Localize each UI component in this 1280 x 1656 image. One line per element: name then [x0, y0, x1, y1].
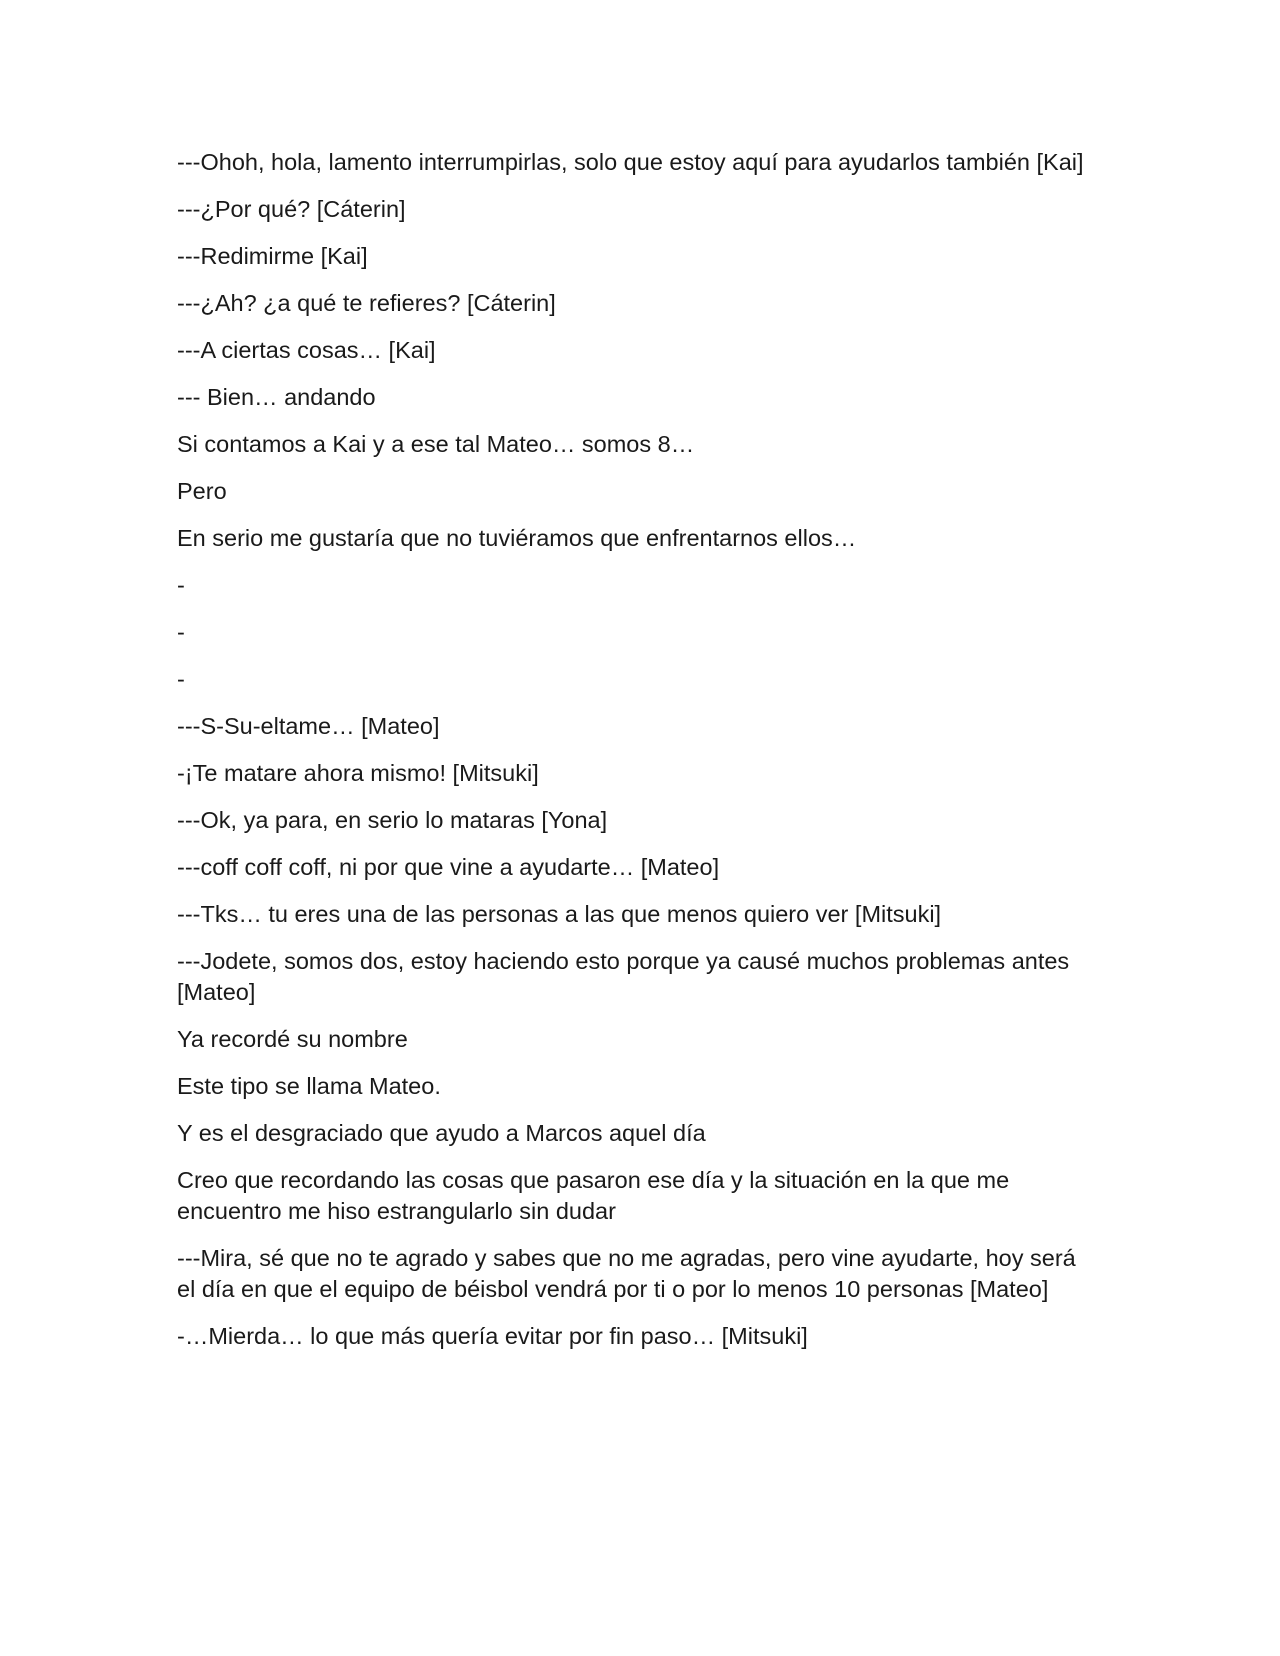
paragraph: Creo que recordando las cosas que pasaron ese día y la situación en la que me encuentro me hiso estrangularlo sin dudar [177, 1167, 1016, 1224]
paragraph: En serio me gustaría que no tuviéramos que enfrentarnos ellos… [177, 525, 857, 551]
paragraph: ---Redimirme [Kai] [177, 243, 368, 269]
separator-dash: - [177, 666, 185, 692]
paragraph: -¡Te matare ahora mismo! [Mitsuki] [177, 760, 539, 786]
paragraph: Este tipo se llama Mateo. [177, 1073, 441, 1099]
separator-dash: - [177, 619, 185, 645]
paragraph: Pero [177, 478, 227, 504]
paragraph: ---coff coff coff, ni por que vine a ayudarte… [Mateo] [177, 854, 720, 880]
paragraph: Y es el desgraciado que ayudo a Marcos aquel día [177, 1120, 706, 1146]
paragraph: ---S-Su-eltame… [Mateo] [177, 713, 440, 739]
paragraph: ---Tks… tu eres una de las personas a las que menos quiero ver [Mitsuki] [177, 901, 942, 927]
paragraph: -…Mierda… lo que más quería evitar por fin paso… [Mitsuki] [177, 1323, 808, 1349]
paragraph: ---Ok, ya para, en serio lo mataras [Yona] [177, 807, 608, 833]
paragraph: ---¿Ah? ¿a qué te refieres? [Cáterin] [177, 290, 556, 316]
separator-dash: - [177, 572, 185, 598]
document-body [177, 147, 1097, 1368]
paragraph: --- Bien… andando [177, 384, 376, 410]
paragraph: ---Jodete, somos dos, estoy haciendo esto porque ya causé muchos problemas antes [Mateo] [177, 948, 1076, 1005]
paragraph: ---Mira, sé que no te agrado y sabes que no me agradas, pero vine ayudarte, hoy será el día en que el equipo de béisbol vendrá por ti o por lo menos 10 personas [Mateo] [177, 1245, 1083, 1302]
paragraph: Ya recordé su nombre [177, 1026, 408, 1052]
paragraph: ---¿Por qué? [Cáterin] [177, 196, 406, 222]
paragraph: ---A ciertas cosas… [Kai] [177, 337, 436, 363]
paragraph: ---Ohoh, hola, lamento interrumpirlas, solo que estoy aquí para ayudarlos también [Kai] [177, 149, 1084, 175]
paragraph: Si contamos a Kai y a ese tal Mateo… somos 8… [177, 431, 695, 457]
